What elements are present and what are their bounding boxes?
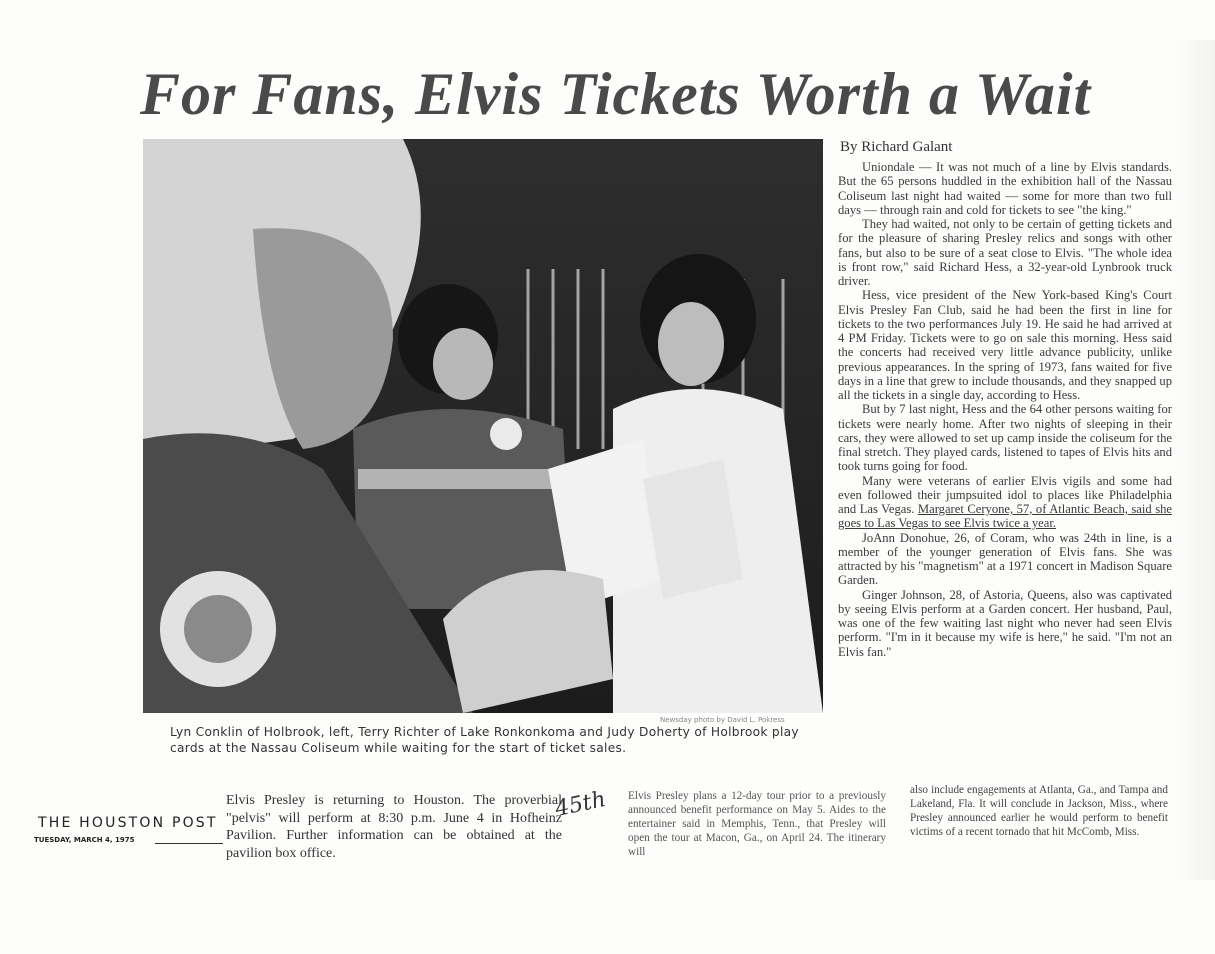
paragraph: JoAnn Donohue, 26, of Coram, who was 24th in line, is a member of the younger generation of Elvis fans. She was attracted by his "magnetism" at a 1971 concert in Madison Square Garden. (838, 530, 1172, 588)
paragraph: Hess, vice president of the New York-based King's Court Elvis Presley Fan Club, said he had been the first in line for tickets to the two performances July 19. He said he had arrived at 4 PM Friday. Tickets were to go on sale this morning. Hess said the concerts had received very little advance publicity, unlike previous appearances. In the spring of 1973, fans waited for five days in a line that grew to include thousands, and they snapped up all the tickets in a single day, according to Hess. (838, 288, 1172, 402)
scan-edge-shade (1175, 40, 1215, 880)
tour-brief-col1: Elvis Presley plans a 12-day tour prior to a previously announced benefit performance on May 5. Aides to the entertainer said in Memphis, Tenn., that Presley will open the tour at Macon, Ga., on April 24. The itinerary will (628, 790, 886, 858)
photo-credit: Newsday photo by David L. Pokress (660, 716, 785, 724)
paragraph: They had waited, not only to be certain of getting tickets and for the pleasure of sharing Presley relics and songs with other fans, but also to be sure of a seat close to Elvis. "The whole idea is front row," said Richard Hess, a 32-year-old Lynbrook truck driver. (838, 217, 1172, 288)
paragraph: Ginger Johnson, 28, of Astoria, Queens, also was captivated by seeing Elvis perform at a Garden concert. Her husband, Paul, was one of the few waiting last night who never had seen Elvis perform. "I'm in it because my wife is here," he said. "I'm not an Elvis fan." (838, 587, 1172, 659)
paragraph (838, 474, 1172, 531)
houston-brief: Elvis Presley is returning to Houston. The proverbial "pelvis" will perform at 8:30 p.m. June 4 in Hofheinz Pavilion. Further information can be obtained at the pavilion box office. (226, 793, 562, 861)
paragraph: Uniondale — It was not much of a line by Elvis standards. But the 65 persons huddled in the exhibition hall of the Nassau Coliseum last night had waited — some for more than two full days — through rain and cold for tickets to see "the king." (838, 160, 1172, 217)
houston-post-masthead: THE HOUSTON POST (38, 815, 218, 831)
tour-brief-col2: also include engagements at Atlanta, Ga., and Tampa and Lakeland, Fla. It will conclude in Jackson, Miss., where Presley announced earlier he would perform to benefit victims of a recent tornado that hit McComb, Miss. (910, 784, 1168, 838)
divider (155, 843, 223, 844)
news-photo (143, 139, 823, 713)
article-body (838, 160, 1172, 659)
handwritten-note: 45th (552, 786, 609, 823)
paragraph: But by 7 last night, Hess and the 64 other persons waiting for tickets were nearly home. After two nights of sleeping in their cars, they were allowed to set up camp inside the coliseum for the final stretch. They played cards, listened to tapes of Elvis hits and took turns going for food. (838, 402, 1172, 474)
underlined-quote: Margaret Ceryone, 57, of Atlantic Beach, said she goes to Las Vegas to see Elvis twice a year. (838, 502, 1172, 531)
byline: By Richard Galant (840, 139, 953, 155)
paragraph-lead: Many were veterans of earlier Elvis vigils and some had even followed their jumpsuited idol to places like Philadelphia and Las Vegas. (838, 473, 1172, 516)
photo-caption: Lyn Conklin of Holbrook, left, Terry Richter of Lake Ronkonkoma and Judy Doherty of Holbrook play cards at the Nassau Coliseum while waiting for the start of ticket sales. (170, 725, 799, 755)
headline: For Fans, Elvis Tickets Worth a Wait (140, 61, 1092, 127)
masthead-date: TUESDAY, MARCH 4, 1975 (34, 836, 135, 844)
